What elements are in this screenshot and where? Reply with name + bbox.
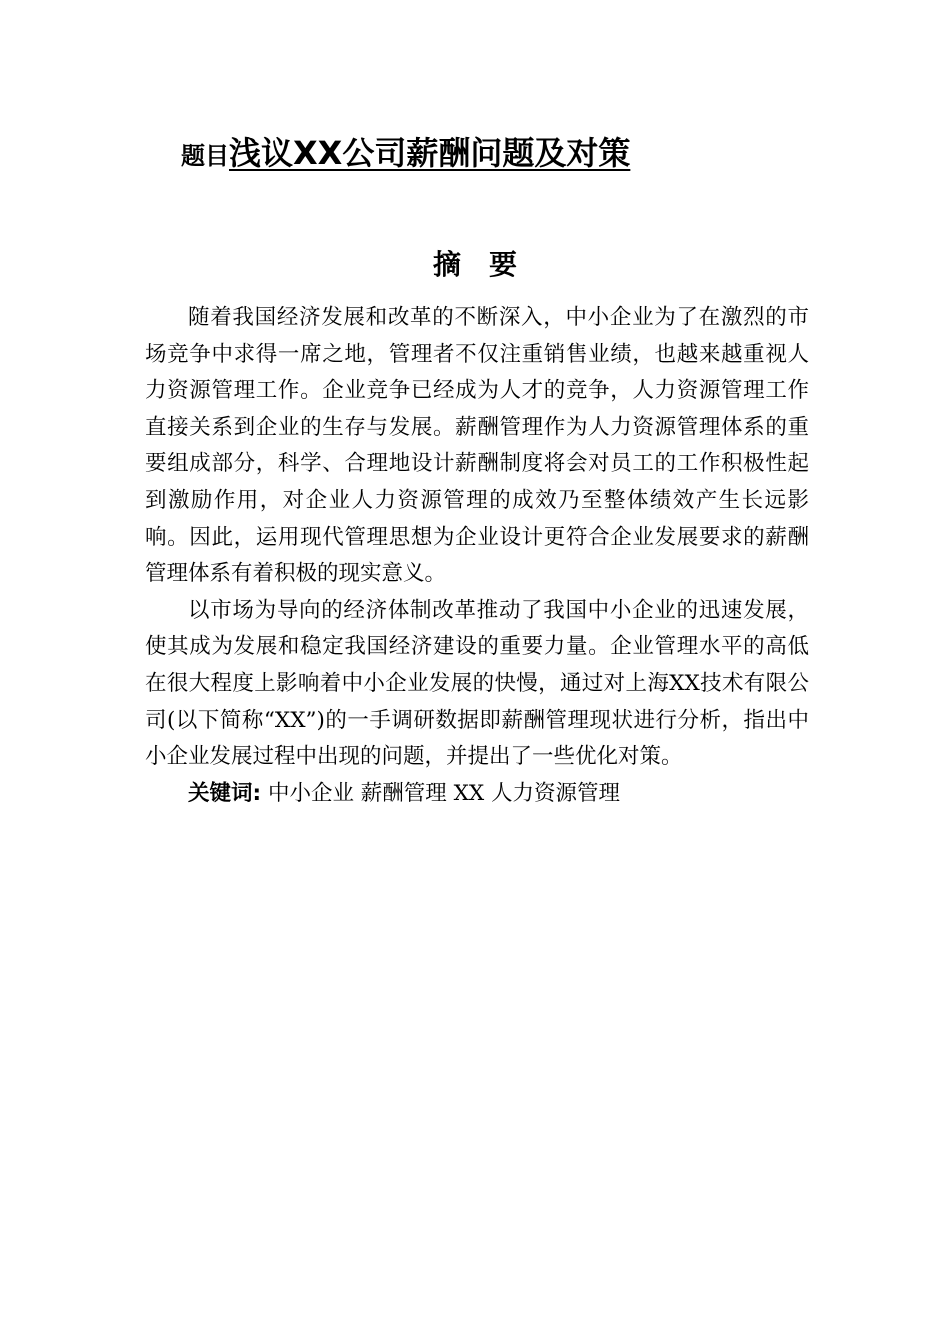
title-prefix: 题目 <box>181 142 229 170</box>
abstract-paragraph-2: 以市场为导向的经济体制改革推动了我国中小企业的迅速发展，使其成为发展和稳定我国经济建设的重要力量。企业管理水平的高低在很大程度上影响着中小企业发展的快慢，通过对上海XX技术有限公司(以下简称“XX”)的一手调研数据即薪酬管理现状进行分析，指出中小企业发展过程中出现的问题，并提出了一些优化对策。 <box>145 597 809 770</box>
keywords-text: 中小企业 薪酬管理 XX 人力资源管理 <box>261 780 621 806</box>
abstract-heading: 摘要 <box>432 248 545 281</box>
keywords-label: 关键词: <box>188 780 262 806</box>
title-line <box>181 128 881 174</box>
keywords-line <box>145 776 809 813</box>
abstract-paragraph-1: 随着我国经济发展和改革的不断深入，中小企业为了在激烈的市场竞争中求得一席之地，管理者不仅注重销售业绩，也越来越重视人力资源管理工作。企业竞争已经成为人才的竞争，人力资源管理工作直接关系到企业的生存与发展。薪酬管理作为人力资源管理体系的重要组成部分，科学、合理地设计薪酬制度将会对员工的工作积极性起到激励作用，对企业人力资源管理的成效乃至整体绩效产生长远影响。因此，运用现代管理思想为企业设计更符合企业发展要求的薪酬管理体系有着积极的现实意义。 <box>145 305 809 587</box>
abstract-body <box>145 300 809 812</box>
document-title: 浅议XX公司薪酬问题及对策 <box>229 134 631 172</box>
